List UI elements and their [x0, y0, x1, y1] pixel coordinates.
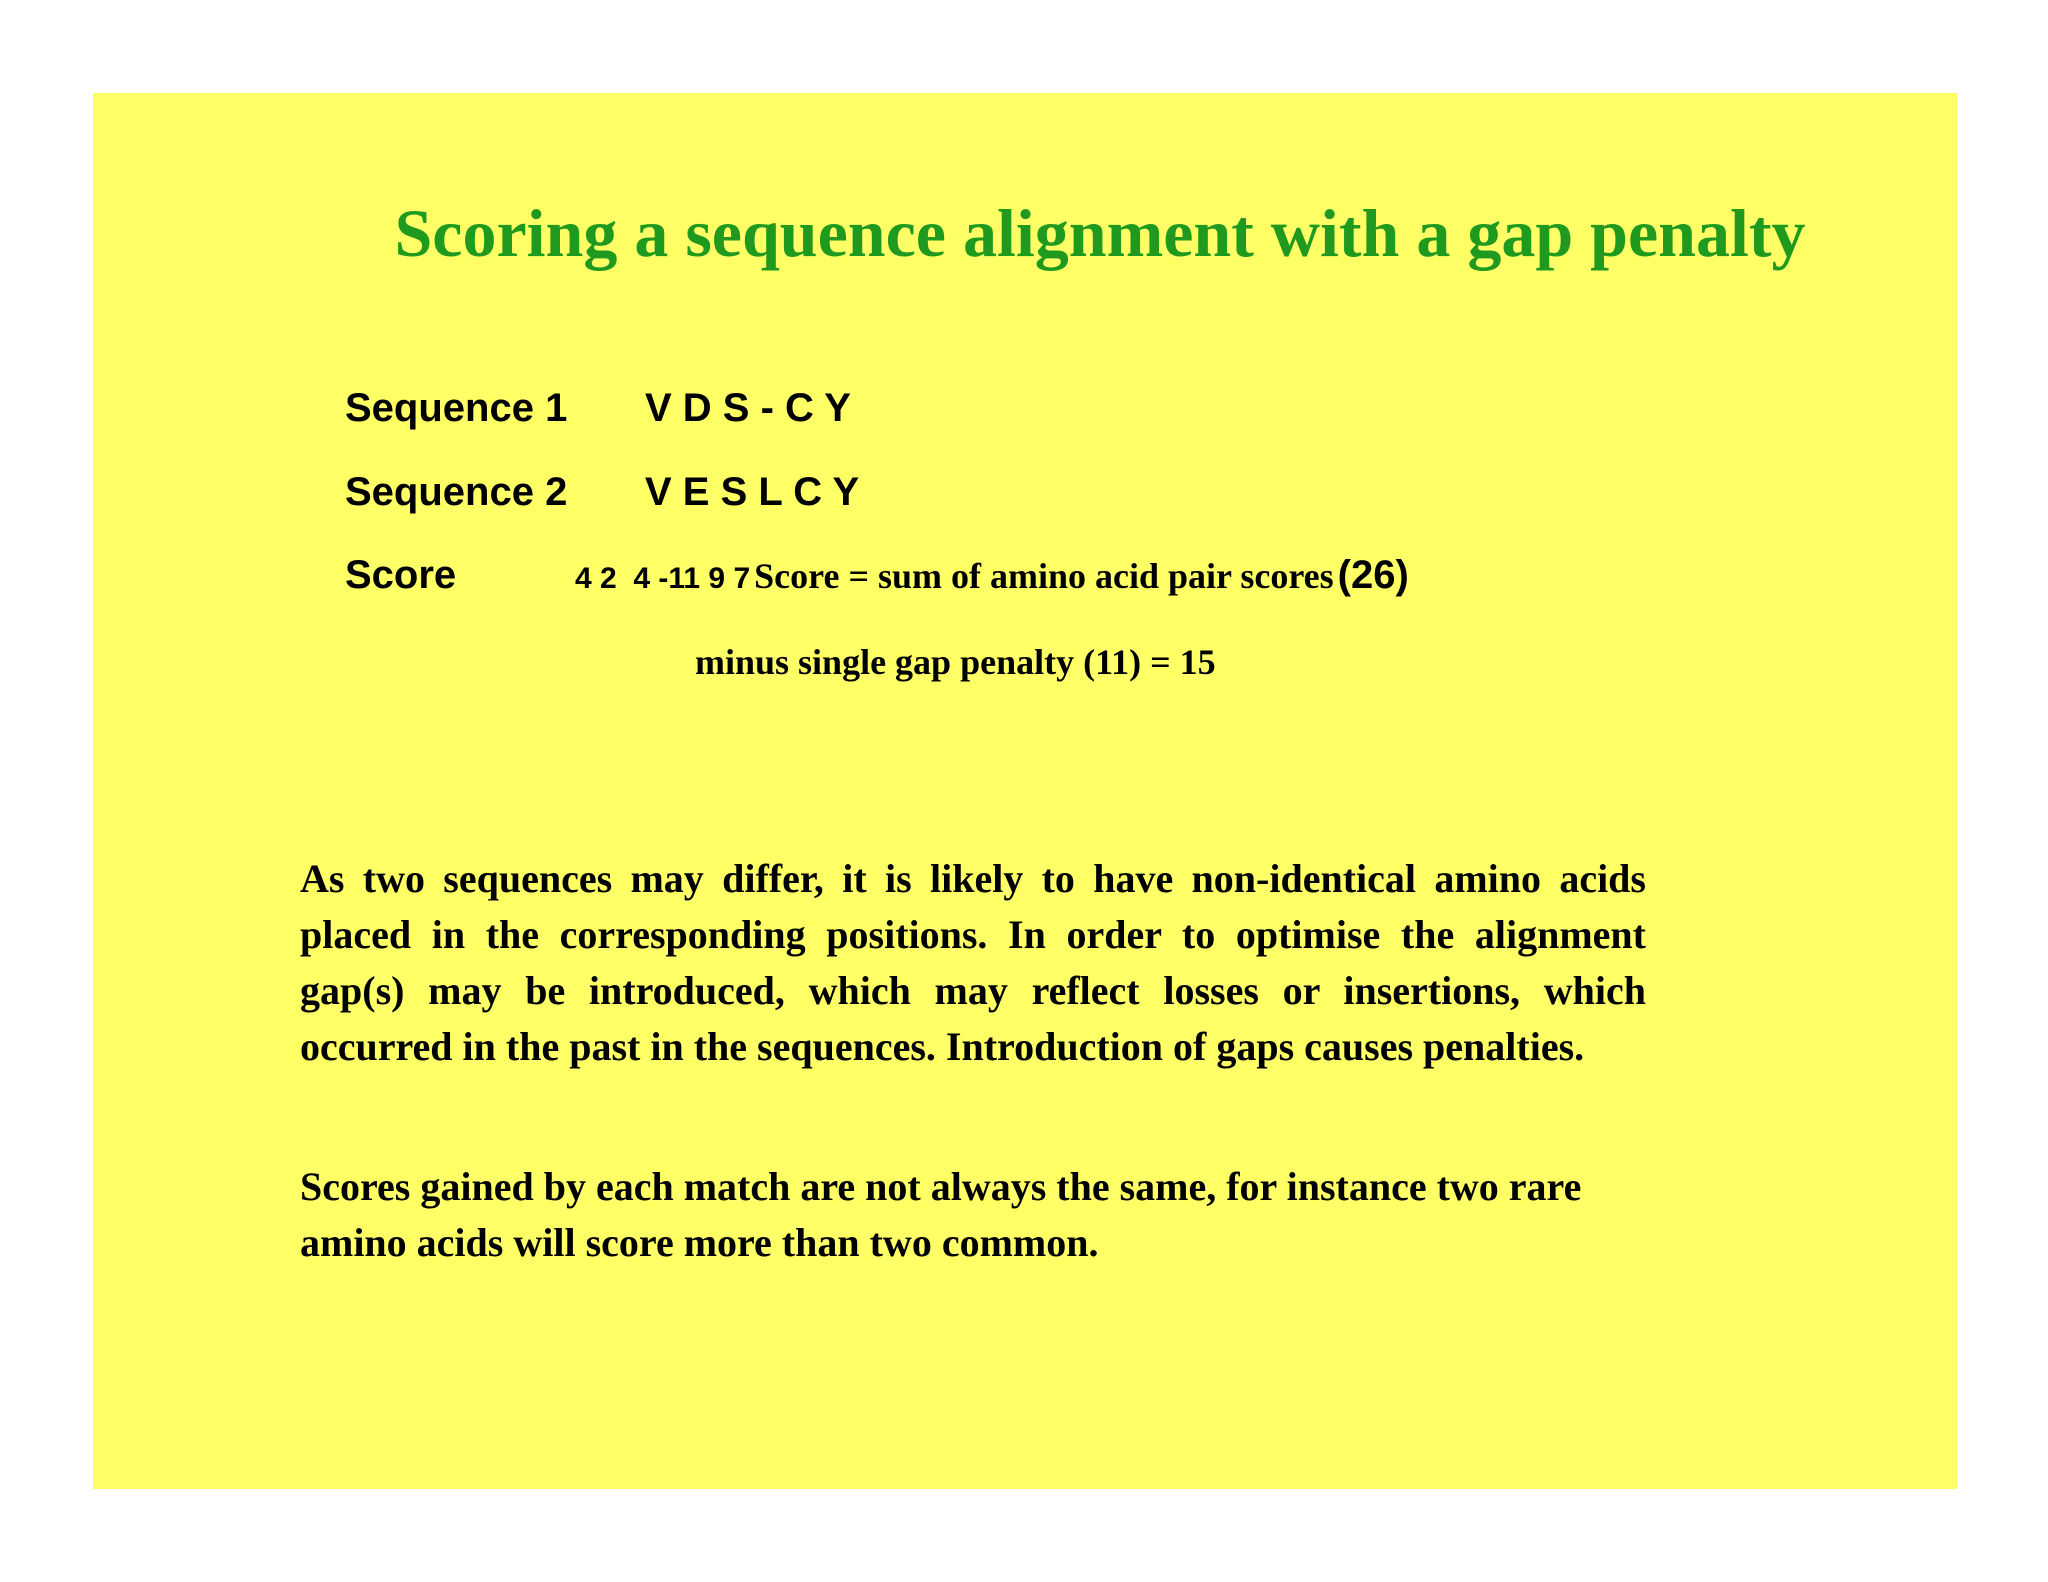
score-label: Score	[345, 553, 457, 597]
slide	[93, 93, 1957, 1489]
score-row	[345, 553, 1409, 598]
paragraph-scores: Scores gained by each match are not always the same, for instance two rare amino acids will score more than two common.	[300, 1164, 1582, 1265]
sequence-1-label: Sequence 1	[345, 386, 568, 430]
sequence-1-value: V D S - C Y	[645, 386, 851, 430]
sequence-2-value: V E S L C Y	[645, 470, 860, 514]
sequence-2-row	[345, 470, 859, 515]
score-values: 4 2 4 -11 9 7	[575, 562, 751, 595]
score-description: Score = sum of amino acid pair scores	[754, 556, 1334, 596]
score-total: (26)	[1337, 553, 1409, 597]
slide-title: Scoring a sequence alignment with a gap penalty	[394, 195, 1806, 271]
sequence-1-row	[345, 386, 851, 431]
sequence-2-label: Sequence 2	[345, 470, 568, 514]
gap-penalty-line: minus single gap penalty (11) = 15	[695, 642, 1216, 682]
paragraph-gaps: As two sequences may differ, it is likely to have non-identical amino acids placed in the corresponding positions. In order to optimise the alignment gap(s) may be introduced, which may reflect losses or insertions, which occurred in the past in the sequences. Introduction of gaps causes penalties.	[300, 856, 1646, 1069]
